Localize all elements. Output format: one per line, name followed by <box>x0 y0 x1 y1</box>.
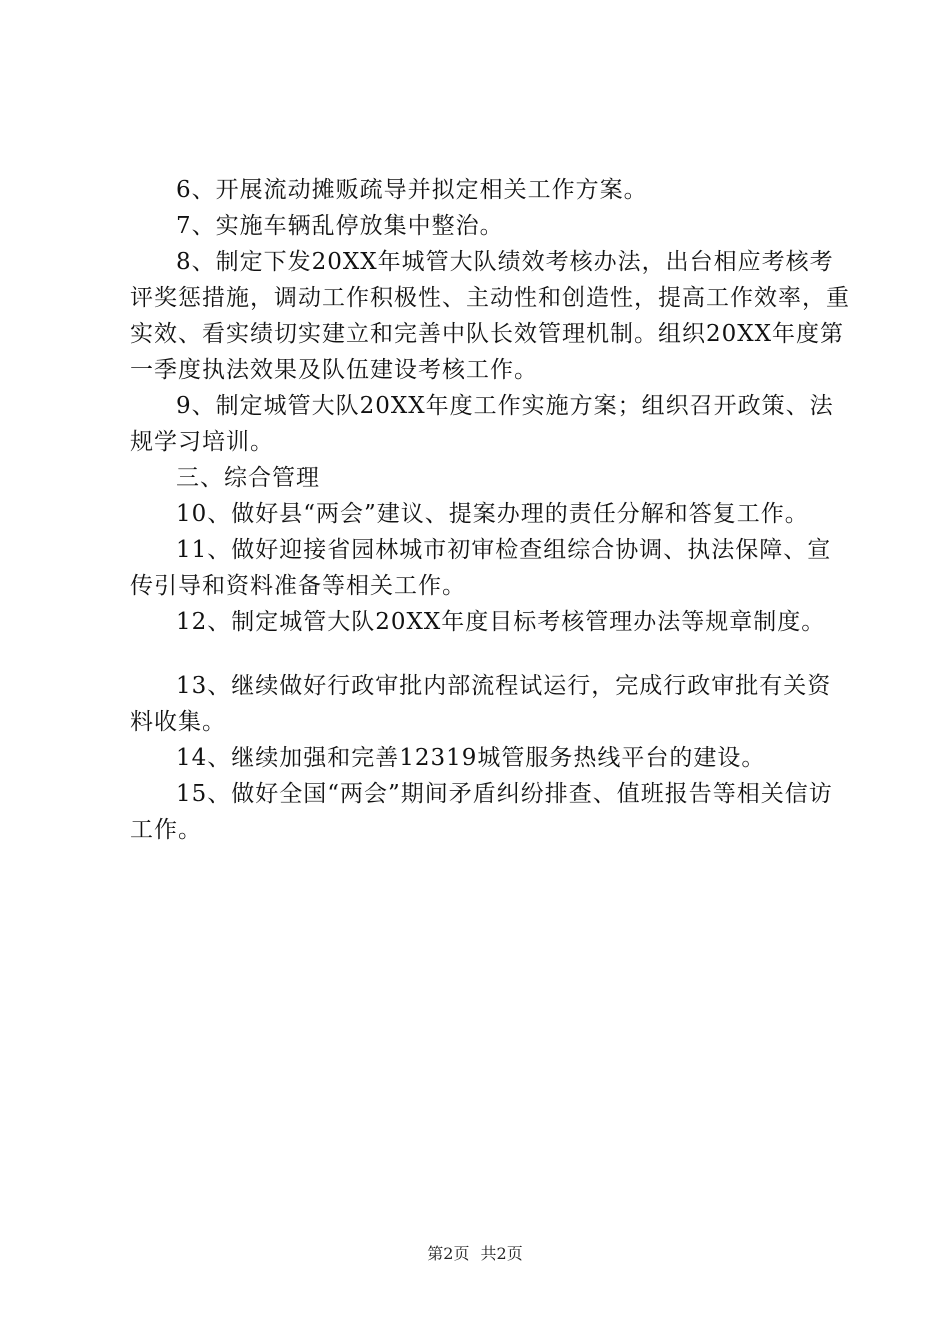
paragraph-item-13: 13、继续做好行政审批内部流程试运行，完成行政审批有关资料收集。 <box>130 673 832 735</box>
document-body <box>130 172 850 848</box>
paragraph-item-10: 10、做好县“两会”建议、提案办理的责任分解和答复工作。 <box>176 501 809 527</box>
paragraph-item-11: 11、做好迎接省园林城市初审检查组综合协调、执法保障、宣传引导和资料准备等相关工作。 <box>130 537 832 599</box>
paragraph-item-8: 8、制定下发20XX年城管大队绩效考核办法，出台相应考核考评奖惩措施，调动工作积极性、主动性和创造性，提高工作效率，重实效、看实绩切实建立和完善中队长效管理机制。组织20XX年度第一季度执法效果及队伍建设考核工作。 <box>130 249 850 383</box>
page-footer <box>0 1244 950 1264</box>
paragraph-item-7: 7、实施车辆乱停放集中整治。 <box>176 213 504 239</box>
paragraph-item-6: 6、开展流动摊贩疏导并拟定相关工作方案。 <box>176 177 648 203</box>
paragraph-item-15: 15、做好全国“两会”期间矛盾纠纷排查、值班报告等相关信访工作。 <box>130 781 833 843</box>
section-heading-comprehensive-management: 三、综合管理 <box>176 465 320 491</box>
paragraph-item-14: 14、继续加强和完善12319城管服务热线平台的建设。 <box>176 745 766 771</box>
paragraph-item-9: 9、制定城管大队20XX年度工作实施方案；组织召开政策、法规学习培训。 <box>130 393 834 455</box>
page-number-current: 第2页 <box>427 1244 470 1263</box>
paragraph-item-12: 12、制定城管大队20XX年度目标考核管理办法等规章制度。 <box>176 609 826 635</box>
page-number-total: 共2页 <box>480 1244 523 1263</box>
